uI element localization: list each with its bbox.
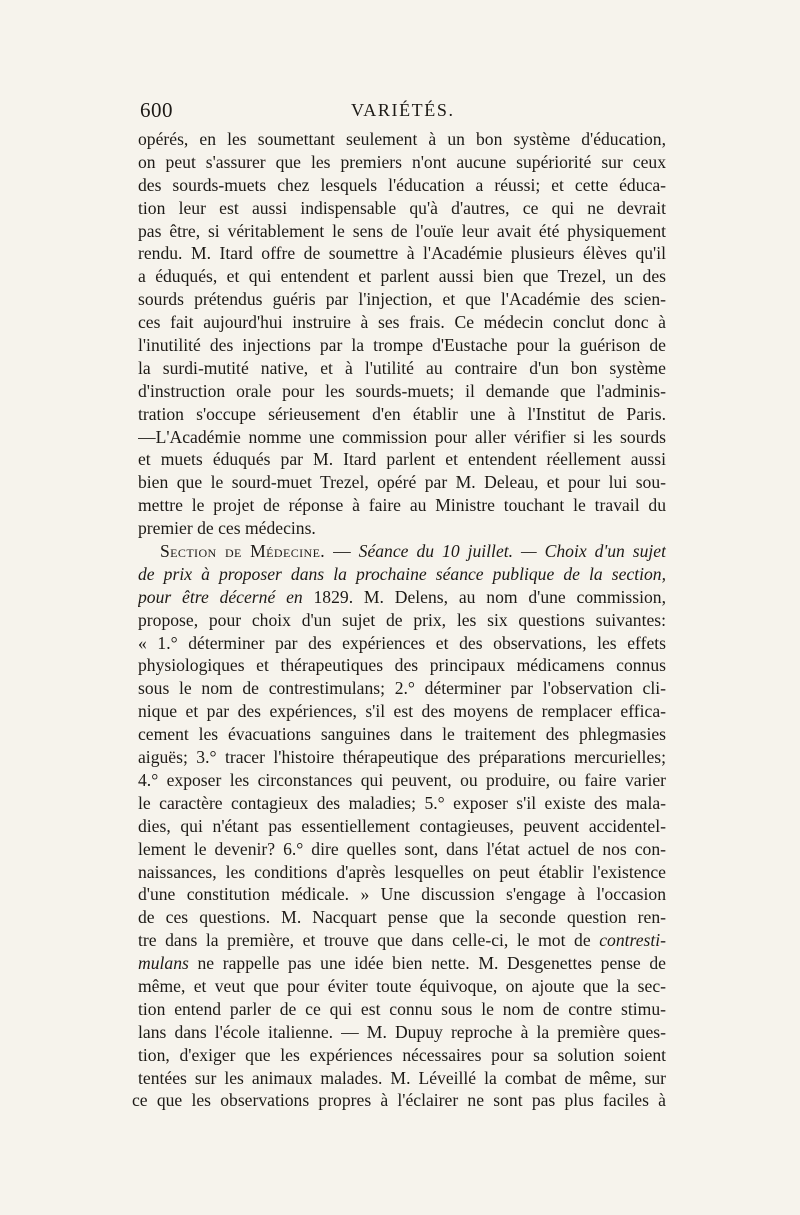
page-header [140,98,666,128]
text-line: même, et veut que pour éviter toute équivoque, on ajoute que la sec- [138,975,666,996]
italic-run: mulans [138,953,189,974]
text-line: tion, d'exiger que les expériences nécessaires pour sa solution soient [138,1044,666,1065]
text-line [138,586,666,609]
text-line: naissances, les conditions d'après lesquelles on peut établir l'existence [138,861,666,882]
text-line: physiologiques et thérapeutiques des principaux médicamens connus [138,655,666,676]
text-line: pas être, si véritablement le sens de l'ouïe leur avait été physiquement [138,220,666,241]
running-head: VARIÉTÉS. [351,100,455,120]
text-line: sourds prétendus guéris par l'injection, et que l'Académie des scien- [138,289,666,310]
text-line: la surdi-mutité native, et à l'utilité au contraire d'un bon système [138,357,666,378]
text-line: aiguës; 3.° tracer l'histoire thérapeutique des préparations mercurielles; [138,747,666,768]
text-line: a éduqués, et qui entendent et parlent aussi bien que Trezel, un des [138,266,666,287]
text-line: —L'Académie nomme une commission pour aller vérifier si les sourds [138,426,666,447]
italic-run: pour être décerné en [138,586,303,607]
text-line: ces fait aujourd'hui instruire à ses frais. Ce médecin conclut donc à [138,312,666,333]
text-line: tentées sur les animaux malades. M. Léveillé la combat de même, sur [138,1067,666,1088]
text-line [138,929,666,952]
text-line: sous le nom de contrestimulans; 2.° déterminer par l'observation cli- [138,678,666,699]
text-line: nique et par des expériences, s'il est des moyens de remplacer effica- [138,701,666,722]
text-line: 4.° exposer les circonstances qui peuvent, ou produire, ou faire varier [138,769,666,790]
text-line: cement les évacuations sanguines dans le traitement des phlegmasies [138,724,666,745]
text-run: 1829. M. Delens, au nom d'une commission, [302,586,666,607]
text-line: mettre le projet de réponse à faire au Ministre touchant le travail du [138,495,666,516]
text-line: tion leur est aussi indispensable qu'à d'autres, ce qui ne devrait [138,197,666,218]
text-line: d'instruction orale pour les sourds-muets; il demande que l'adminis- [138,380,666,401]
text-line: lans dans l'école italienne. — M. Dupuy reproche à la première ques- [138,1021,666,1042]
section-title: Section de Médecine. [160,541,326,562]
text-line: d'une constitution médicale. » Une discussion s'engage à l'occasion [138,884,666,905]
text-line: l'inutilité des injections par la trompe d'Eustache pour la guérison de [138,335,666,356]
text-line: opérés, en les soumettant seulement à un bon système d'éducation, [138,129,666,149]
text-line: premier de ces médecins. [138,518,316,539]
text-line: lement le devenir? 6.° dire quelles sont, dans l'état actuel de nos con- [138,838,666,859]
text-line: tration s'occupe sérieusement d'en établir une à l'Institut de Paris. [138,403,666,424]
text-run: ne rappelle pas une idée bien nette. M. Desgenettes pense de [188,953,666,974]
text-line: de prix à proposer dans la prochaine séance publique de la section, [138,563,666,584]
text-run: tre dans la première, et trouve que dans celle-ci, le mot de [138,930,600,951]
text-line: « 1.° déterminer par des expériences et des observations, les effets [138,632,666,653]
page-number: 600 [140,98,173,122]
text-line: des sourds-muets chez lesquels l'éducation a réussi; et cette éduca- [138,174,666,195]
italic-run: contresti- [599,930,666,951]
text-line: ce que les observations propres à l'éclairer ne sont pas plus faciles à [132,1090,666,1111]
text-line: le caractère contagieux des maladies; 5.° exposer s'il existe des mala- [138,792,666,813]
text-line: on peut s'assurer que les premiers n'ont aucune supériorité sur ceux [138,151,666,172]
text-line: tion entend parler de ce qui est connu sous le nom de contre stimu- [138,998,666,1019]
text-line: et muets éduqués par M. Itard parlent et entendent réellement aussi [138,449,666,470]
text-line: bien que le sourd-muet Trezel, opéré par M. Deleau, et pour lui sou- [138,472,666,493]
text-line: rendu. M. Itard offre de soumettre à l'Académie plusieurs élèves qu'il [138,243,666,264]
text-line: propose, pour choix d'un sujet de prix, les six questions suivantes: [138,609,666,630]
text-line [138,952,666,975]
italic-run: Séance du 10 juillet. — Choix d'un sujet [358,541,666,562]
text-run: — [325,541,359,562]
body-text [132,128,666,1112]
text-line: de ces questions. M. Nacquart pense que la seconde question ren- [138,907,666,928]
text-line: dies, qui n'étant pas essentiellement contagieuses, peuvent accidentel- [138,815,666,836]
section-heading-line [138,540,666,563]
